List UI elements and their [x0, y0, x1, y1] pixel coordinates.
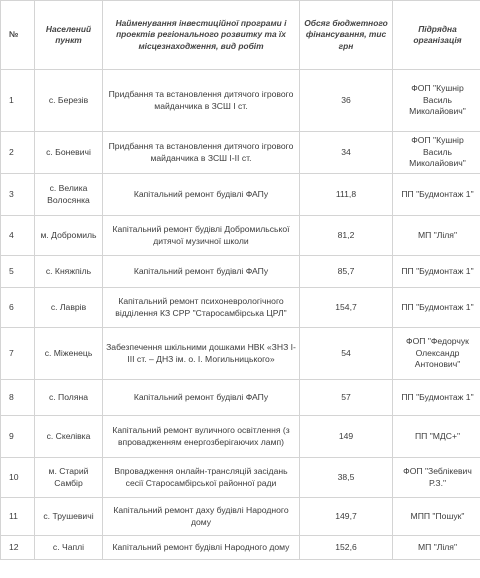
cell-num: 3 — [1, 174, 35, 216]
cell-amount: 154,7 — [300, 288, 393, 328]
cell-org: ПП "Будмонтаж 1" — [393, 174, 480, 216]
cell-amount: 81,2 — [300, 216, 393, 256]
table-row — [1, 498, 480, 536]
header-org: Підрядна організація — [393, 1, 480, 70]
cell-project: Капітальний ремонт будівлі ФАПу — [103, 380, 300, 416]
cell-project: Впровадження онлайн-трансляцій засідань сесії Старосамбірської районної ради — [103, 458, 300, 498]
cell-org: МП "Ліля" — [393, 216, 480, 256]
cell-project: Капітальний ремонт будівлі ФАПу — [103, 174, 300, 216]
header-project: Найменування інвестиційної програми і проектів регіонального розвитку та їх місцезнаходження, вид робіт — [103, 1, 300, 70]
cell-amount: 57 — [300, 380, 393, 416]
cell-amount: 34 — [300, 132, 393, 174]
cell-place: с. Чаплі — [35, 536, 103, 560]
cell-num: 9 — [1, 416, 35, 458]
cell-project: Забезпечення шкільними дошками НВК «ЗНЗ І-ІІІ ст. – ДНЗ ім. о. І. Могильницького» — [103, 328, 300, 380]
cell-num: 12 — [1, 536, 35, 560]
cell-org: ФОП "Кушнір Василь Миколайович" — [393, 70, 480, 132]
table-row — [1, 216, 480, 256]
cell-place: м. Добромиль — [35, 216, 103, 256]
cell-project: Капітальний ремонт вуличного освітлення (з впровадженням енергозберігаючих ламп) — [103, 416, 300, 458]
cell-project: Капітальний ремонт психоневрологічного відділення КЗ СРР "Старосамбірська ЦРЛ" — [103, 288, 300, 328]
cell-num: 6 — [1, 288, 35, 328]
cell-org: ПП "Будмонтаж 1" — [393, 380, 480, 416]
table-row — [1, 536, 480, 560]
cell-place: с. Скелівка — [35, 416, 103, 458]
table-row — [1, 328, 480, 380]
cell-amount: 54 — [300, 328, 393, 380]
table-row — [1, 132, 480, 174]
cell-amount: 149 — [300, 416, 393, 458]
cell-place: с. Княжпіль — [35, 256, 103, 288]
table-body — [1, 70, 480, 560]
cell-num: 11 — [1, 498, 35, 536]
table-row — [1, 416, 480, 458]
cell-org: ПП "Будмонтаж 1" — [393, 288, 480, 328]
table-row — [1, 174, 480, 216]
table-row — [1, 380, 480, 416]
cell-org: ФОП "Зеблікевич Р.З." — [393, 458, 480, 498]
cell-org: МП "Ліля" — [393, 536, 480, 560]
cell-amount: 111,8 — [300, 174, 393, 216]
cell-org: ПП "Будмонтаж 1" — [393, 256, 480, 288]
cell-org: ФОП "Федорчук Олександр Антонович" — [393, 328, 480, 380]
table-row — [1, 70, 480, 132]
cell-num: 8 — [1, 380, 35, 416]
cell-place: с. Лаврів — [35, 288, 103, 328]
table-header-row — [1, 1, 480, 70]
cell-org: ПП "МДС+" — [393, 416, 480, 458]
cell-project: Придбання та встановлення дитячого ігрового майданчика в ЗСШ І ст. — [103, 70, 300, 132]
cell-org: ФОП "Кушнір Василь Миколайович" — [393, 132, 480, 174]
cell-num: 4 — [1, 216, 35, 256]
header-num: № — [1, 1, 35, 70]
cell-num: 2 — [1, 132, 35, 174]
cell-amount: 36 — [300, 70, 393, 132]
cell-num: 7 — [1, 328, 35, 380]
cell-project: Капітальний ремонт будівлі Добромильської дитячої музичної школи — [103, 216, 300, 256]
cell-project: Капітальний ремонт будівлі Народного дому — [103, 536, 300, 560]
cell-project: Капітальний ремонт будівлі ФАПу — [103, 256, 300, 288]
cell-amount: 38,5 — [300, 458, 393, 498]
cell-project: Придбання та встановлення дитячого ігрового майданчика в ЗСШ І-ІІ ст. — [103, 132, 300, 174]
cell-org: МПП "Пошук" — [393, 498, 480, 536]
cell-place: с. Боневичі — [35, 132, 103, 174]
cell-place: с. Поляна — [35, 380, 103, 416]
header-amount: Обсяг бюджетного фінансування, тис грн — [300, 1, 393, 70]
cell-place: с. Трушевичі — [35, 498, 103, 536]
cell-place: с. Велика Волосянка — [35, 174, 103, 216]
table-row — [1, 288, 480, 328]
cell-place: м. Старий Самбір — [35, 458, 103, 498]
cell-place: с. Березів — [35, 70, 103, 132]
cell-num: 1 — [1, 70, 35, 132]
cell-num: 5 — [1, 256, 35, 288]
header-place: Населений пункт — [35, 1, 103, 70]
cell-project: Капітальний ремонт даху будівлі Народного дому — [103, 498, 300, 536]
cell-amount: 85,7 — [300, 256, 393, 288]
cell-amount: 149,7 — [300, 498, 393, 536]
cell-amount: 152,6 — [300, 536, 393, 560]
cell-num: 10 — [1, 458, 35, 498]
table-row — [1, 256, 480, 288]
table-row — [1, 458, 480, 498]
cell-place: с. Міженець — [35, 328, 103, 380]
